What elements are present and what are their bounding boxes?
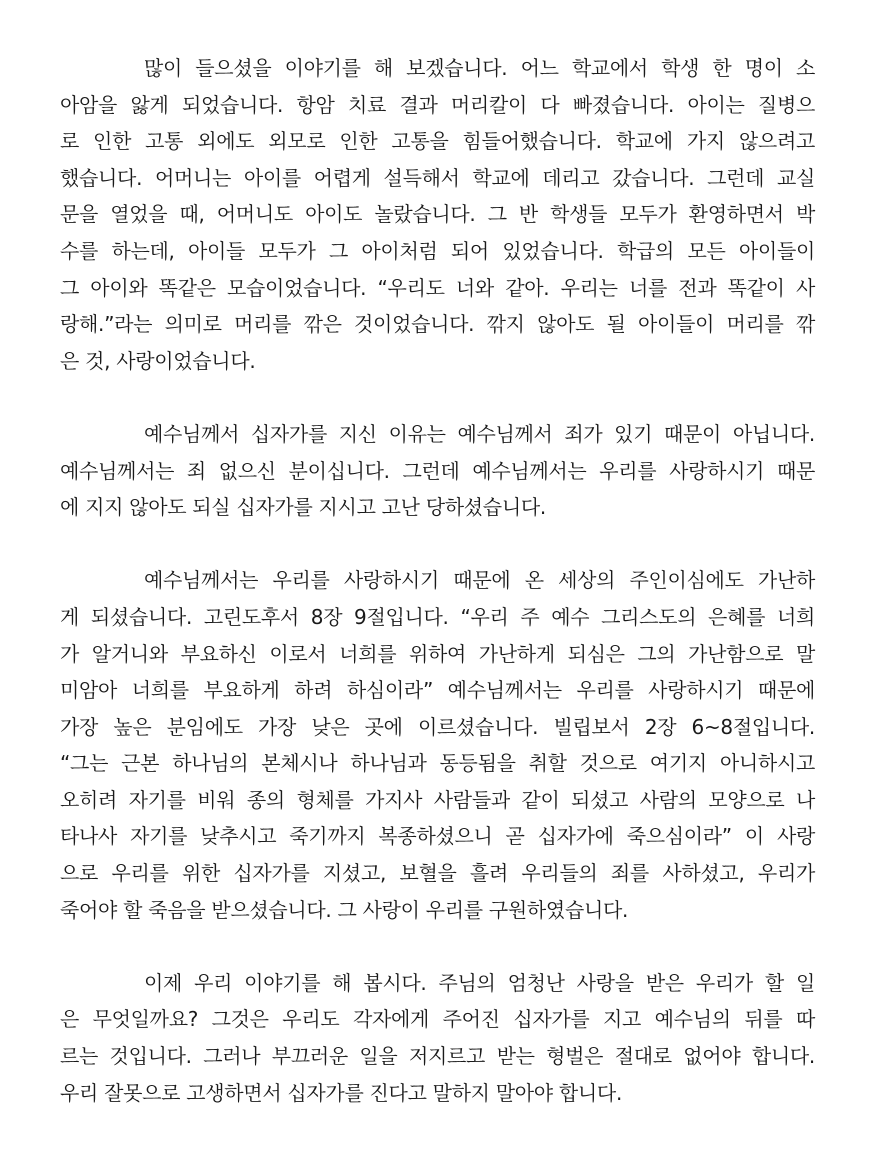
text-line: 죽어야 할 죽음을 받으셨습니다. 그 사랑이 우리를 구원하였습니다.: [60, 897, 629, 922]
text-line: 랑해.”라는 의미로 머리를 깎은 것이었습니다. 깎지 않아도 될 아이들이 머리를 깎: [60, 312, 815, 337]
paragraph-gap: [60, 928, 815, 965]
text-line: 가장 높은 분임에도 가장 낮은 곳에 이르셨습니다. 빌립보서 2장 6~8절입니다.: [60, 714, 815, 739]
paragraph-2: [60, 416, 815, 526]
text-line: 이제 우리 이야기를 해 봅시다. 주님의 엄청난 사랑을 받은 우리가 할 일: [144, 970, 815, 995]
text-line: 했습니다. 어머니는 아이를 어렵게 설득해서 학교에 데리고 갔습니다. 그런데 교실: [60, 165, 815, 190]
text-line: 예수님께서 십자가를 지신 이유는 예수님께서 죄가 있기 때문이 아닙니다.: [144, 421, 815, 446]
text-line: 은 것, 사랑이었습니다.: [60, 348, 256, 373]
text-line: 예수님께서는 죄 없으신 분이십니다. 그런데 예수님께서는 우리를 사랑하시기 때문: [60, 458, 815, 483]
text-line: 가 알거니와 부요하신 이로서 너희를 위하여 가난하게 되심은 그의 가난함으로 말: [60, 641, 815, 666]
document-page: [60, 50, 815, 1111]
text-line: 로 인한 고통 외에도 외모로 인한 고통을 힘들어했습니다. 학교에 가지 않으려고: [60, 129, 815, 154]
text-line: 문을 열었을 때, 어머니도 아이도 놀랐습니다. 그 반 학생들 모두가 환영하면서 박: [60, 202, 815, 227]
text-line: 오히려 자기를 비워 종의 형체를 가지사 사람들과 같이 되셨고 사람의 모양으로 나: [60, 787, 815, 812]
paragraph-1: [60, 50, 815, 379]
text-line: 아암을 앓게 되었습니다. 항암 치료 결과 머리칼이 다 빠졌습니다. 아이는 질병으: [60, 92, 815, 117]
text-line: 에 지지 않아도 되실 십자가를 지시고 고난 당하셨습니다.: [60, 495, 546, 520]
text-line: 게 되셨습니다. 고린도후서 8장 9절입니다. “우리 주 예수 그리스도의 은혜를 너희: [60, 604, 815, 629]
paragraph-gap: [60, 526, 815, 563]
text-line: 수를 하는데, 아이들 모두가 그 아이처럼 되어 있었습니다. 학급의 모든 아이들이: [60, 238, 815, 263]
text-line: 그 아이와 똑같은 모습이었습니다. “우리도 너와 같아. 우리는 너를 전과 똑같이 사: [60, 275, 815, 300]
paragraph-4: [60, 965, 815, 1111]
text-line: 르는 것입니다. 그러나 부끄러운 일을 저지르고 받는 형벌은 절대로 없어야 합니다.: [60, 1044, 815, 1069]
text-line: 우리 잘못으로 고생하면서 십자가를 진다고 말하지 말아야 합니다.: [60, 1080, 622, 1105]
text-line: 예수님께서는 우리를 사랑하시기 때문에 온 세상의 주인이심에도 가난하: [144, 568, 815, 593]
text-line: 타나사 자기를 낮추시고 죽기까지 복종하셨으니 곧 십자가에 죽으심이라” 이 사랑: [60, 824, 815, 849]
text-line: “그는 근본 하나님의 본체시나 하나님과 동등됨을 취할 것으로 여기지 아니하시고: [60, 751, 815, 776]
paragraph-gap: [60, 379, 815, 416]
text-line: 으로 우리를 위한 십자가를 지셨고, 보혈을 흘려 우리들의 죄를 사하셨고, 우리가: [60, 861, 815, 886]
paragraph-3: [60, 562, 815, 928]
text-line: 많이 들으셨을 이야기를 해 보겠습니다. 어느 학교에서 학생 한 명이 소: [144, 56, 815, 80]
text-line: 은 무엇일까요? 그것은 우리도 각자에게 주어진 십자가를 지고 예수님의 뒤를 따: [60, 1007, 815, 1032]
text-line: 미암아 너희를 부요하게 하려 하심이라” 예수님께서는 우리를 사랑하시기 때문에: [60, 678, 815, 703]
